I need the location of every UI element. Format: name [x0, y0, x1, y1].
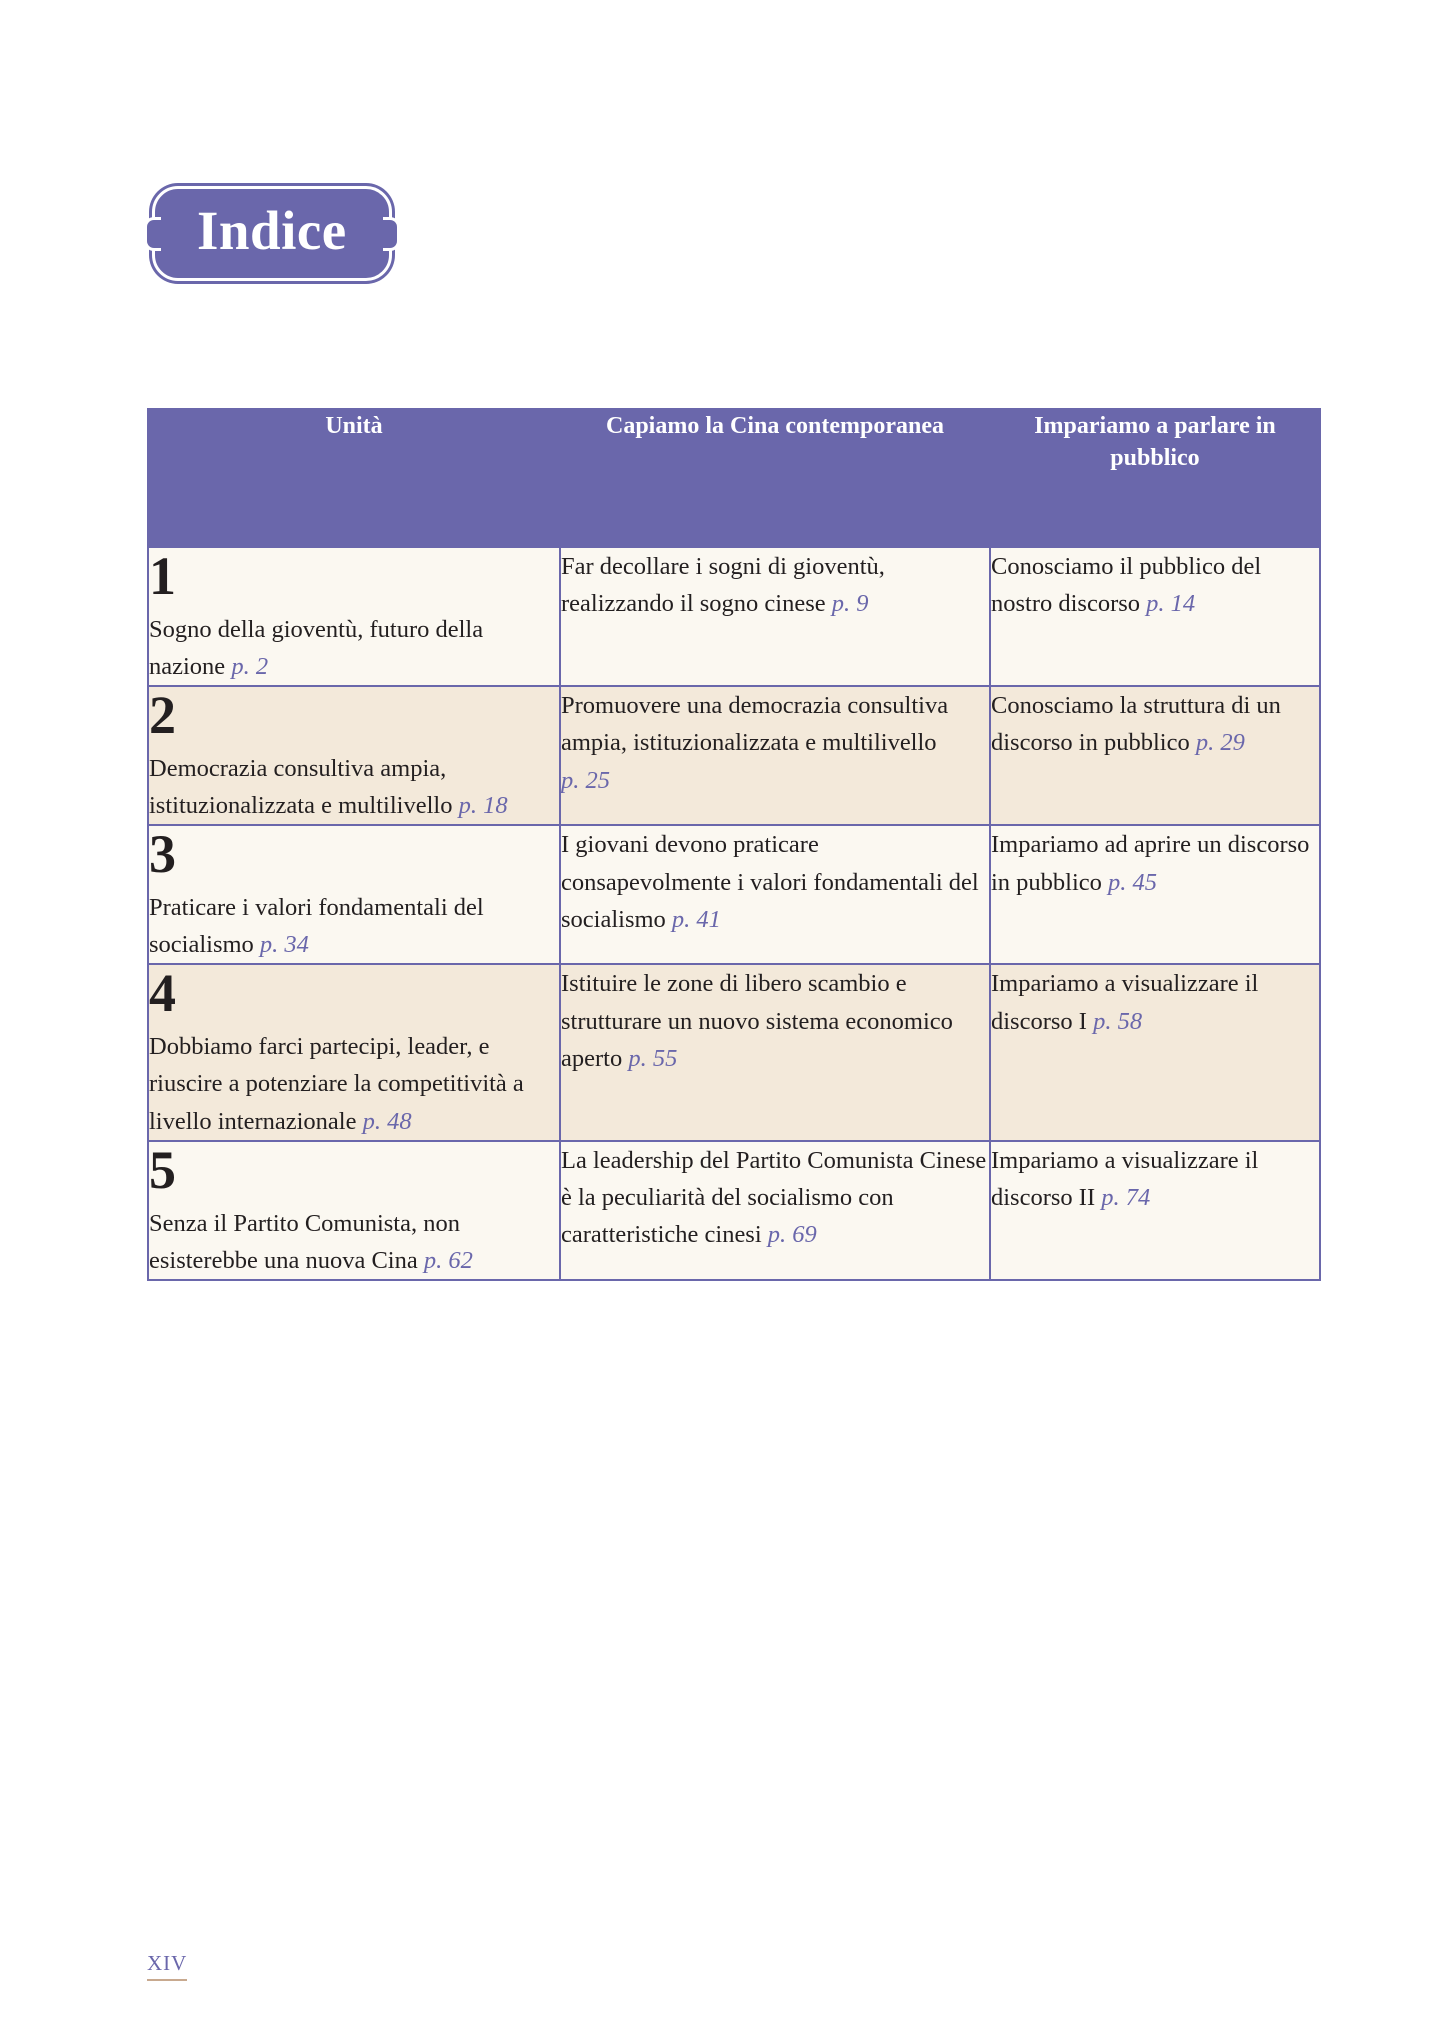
capiamo-page-ref[interactable]: p. 55 [628, 1044, 678, 1072]
capiamo-text: I giovani devono praticare consapevolmente i valori fondamentali del socialismo [561, 831, 979, 933]
impariamo-page-ref[interactable]: p. 14 [1146, 590, 1196, 618]
impariamo-text: Impariamo a visualizzare il discorso I [991, 970, 1259, 1035]
unit-page-ref[interactable]: p. 48 [362, 1107, 412, 1135]
table-row [148, 825, 1320, 964]
unit-title-text: Senza il Partito Comunista, non esisterebbe una nuova Cina [149, 1209, 460, 1274]
column-header-impariamo: Impariamo a parlare in pubblico [990, 409, 1320, 547]
column-header-capiamo: Capiamo la Cina contemporanea [560, 409, 990, 547]
table-header [148, 409, 1320, 547]
cell-capiamo [560, 825, 990, 964]
table-row [148, 686, 1320, 825]
unit-page-ref[interactable]: p. 18 [458, 792, 508, 820]
unit-title [149, 1028, 559, 1140]
capiamo-page-ref[interactable]: p. 69 [767, 1221, 817, 1249]
table-of-contents [147, 408, 1321, 1281]
unit-page-ref[interactable]: p. 2 [231, 652, 269, 680]
page-title-badge [152, 186, 392, 281]
cell-unit [148, 964, 560, 1140]
unit-title [149, 611, 559, 685]
capiamo-text: Promuovere una democrazia consultiva ampia, istituzionalizzata e multilivello [561, 692, 949, 757]
capiamo-page-ref[interactable]: p. 9 [831, 590, 869, 618]
page-title-wrapper [152, 186, 392, 281]
unit-page-ref[interactable]: p. 34 [259, 931, 309, 959]
table-header-row [148, 409, 1320, 547]
impariamo-text: Impariamo a visualizzare il discorso II [991, 1146, 1259, 1212]
impariamo-page-ref[interactable]: p. 74 [1101, 1184, 1151, 1212]
cell-impariamo [990, 547, 1320, 686]
unit-title-text: Sogno della gioventù, futuro della nazione [149, 615, 484, 680]
impariamo-page-ref[interactable]: p. 58 [1093, 1007, 1143, 1035]
cell-impariamo [990, 825, 1320, 964]
impariamo-text: Conosciamo la struttura di un discorso in pubblico [991, 692, 1281, 757]
table-row [148, 964, 1320, 1140]
unit-number: 5 [149, 1139, 176, 1200]
unit-title [149, 1205, 559, 1279]
impariamo-text: Impariamo ad aprire un discorso in pubblico [991, 831, 1310, 896]
impariamo-page-ref[interactable]: p. 29 [1195, 729, 1245, 757]
capiamo-text: Istituire le zone di libero scambio e strutturare un nuovo sistema economico aperto [561, 970, 953, 1072]
cell-unit [148, 547, 560, 686]
capiamo-page-ref[interactable]: p. 41 [671, 905, 721, 933]
impariamo-page-ref[interactable]: p. 45 [1108, 868, 1158, 896]
cell-impariamo [990, 1141, 1320, 1280]
page-folio: XIV [147, 1951, 187, 1981]
table-row [148, 547, 1320, 686]
page-title: Indice [197, 200, 347, 261]
cell-unit [148, 686, 560, 825]
unit-number: 1 [149, 546, 176, 606]
unit-title-text: Praticare i valori fondamentali del socialismo [149, 894, 484, 959]
cell-capiamo [560, 964, 990, 1140]
unit-title [149, 750, 559, 824]
unit-number: 2 [149, 685, 176, 746]
capiamo-text: La leadership del Partito Comunista Cinese è la peculiarità del socialismo con caratteristiche cinesi [561, 1146, 987, 1249]
cell-capiamo [560, 686, 990, 825]
cell-capiamo [560, 547, 990, 686]
unit-number: 4 [149, 963, 176, 1024]
cell-unit [148, 1141, 560, 1280]
cell-impariamo [990, 686, 1320, 825]
unit-title-text: Dobbiamo farci partecipi, leader, e riuscire a potenziare la competitività a livello internazionale [149, 1033, 524, 1135]
cell-impariamo [990, 964, 1320, 1140]
unit-page-ref[interactable]: p. 62 [423, 1246, 473, 1274]
unit-title-text: Democrazia consultiva ampia, istituzionalizzata e multilivello [149, 754, 453, 820]
unit-number: 3 [149, 824, 176, 885]
impariamo-text: Conosciamo il pubblico del nostro discorso [991, 553, 1262, 618]
column-header-unit: Unità [148, 409, 560, 547]
cell-unit [148, 825, 560, 964]
cell-capiamo [560, 1141, 990, 1280]
table-row [148, 1141, 1320, 1280]
capiamo-text: Far decollare i sogni di gioventù, realizzando il sogno cinese [561, 553, 885, 618]
unit-title [149, 889, 559, 963]
capiamo-page-ref[interactable]: p. 25 [561, 766, 610, 794]
table-body [148, 547, 1320, 1280]
